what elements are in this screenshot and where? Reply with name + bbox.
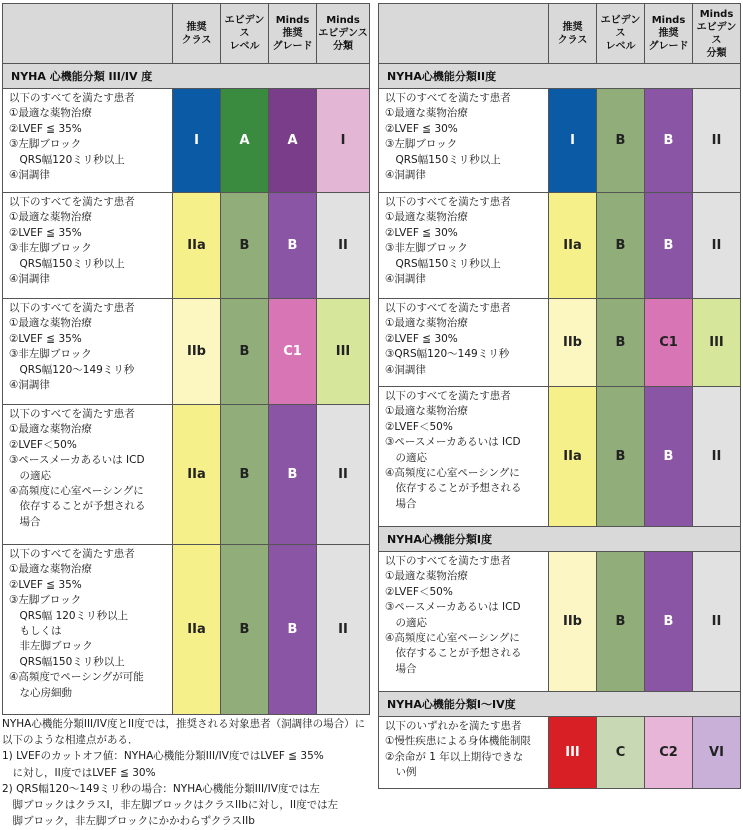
patient-criteria: 以下のすべてを満たす患者 ①最適な薬物治療 ②LVEF ≦ 30% ③非左脚ブロック QRS幅150ミリ秒以上 ④洞調律 [379,193,549,299]
minds-grade: B [269,545,317,715]
evidence-level: C [597,717,645,789]
table-row [3,405,370,545]
minds-grade: B [645,387,693,527]
minds-grade: B [645,193,693,299]
recommendation-class: IIa [173,405,221,545]
table-row [379,717,741,789]
section-title-nyha-2: NYHA心機能分類II度 [379,64,741,89]
right-table [378,3,741,789]
recommendation-class: IIb [549,299,597,387]
section-title-nyha-1-4: NYHA心機能分類I～IV度 [379,692,741,717]
minds-evidence: II [317,193,370,299]
patient-criteria: 以下のすべてを満たす患者 ①最適な薬物治療 ②LVEF ≦ 30% ③左脚ブロック QRS幅150ミリ秒以上 ④洞調律 [379,89,549,193]
minds-grade: B [645,552,693,692]
minds-grade: A [269,89,317,193]
evidence-level: B [597,193,645,299]
recommendation-class: IIa [549,387,597,527]
patient-criteria: 以下のすべてを満たす患者 ①最適な薬物治療 ②LVEF ≦ 35% ③左脚ブロック QRS幅120ミリ秒以上 ④洞調律 [3,89,173,193]
recommendation-class: IIa [173,193,221,299]
patient-criteria: 以下のすべてを満たす患者 ①最適な薬物治療 ②LVEF ≦ 35% ③非左脚ブロック QRS幅120～149ミリ秒 ④洞調律 [3,299,173,405]
recommendation-class: III [549,717,597,789]
patient-criteria: 以下のすべてを満たす患者 ①最適な薬物治療 ②LVEF＜50% ③ペースメーカあるいは ICD の適応 ④高頻度に心室ペーシングに 依存することが予想される 場合 [379,387,549,527]
recommendation-class: IIa [173,545,221,715]
header-class: 推奨 クラス [173,4,221,64]
recommendation-class: I [549,89,597,193]
table-row [379,387,741,527]
evidence-level: B [221,405,269,545]
evidence-level: B [221,299,269,405]
table-row [379,299,741,387]
header-evidence-level: エビデンス レベル [597,4,645,64]
minds-evidence: II [693,387,741,527]
minds-evidence: II [693,552,741,692]
section-title-nyha-1: NYHA心機能分類I度 [379,527,741,552]
evidence-level: B [221,193,269,299]
header-evidence-level: エビデンス レベル [221,4,269,64]
minds-grade: C1 [269,299,317,405]
header-minds-grade: Minds 推奨 グレード [269,4,317,64]
recommendation-class: IIb [173,299,221,405]
minds-grade: B [269,405,317,545]
header-minds-evidence: Minds エビデンス 分類 [693,4,741,64]
patient-criteria: 以下のすべてを満たす患者 ①最適な薬物治療 ②LVEF ≦ 35% ③非左脚ブロック QRS幅150ミリ秒以上 ④洞調律 [3,193,173,299]
evidence-level: B [597,299,645,387]
minds-evidence: VI [693,717,741,789]
table-row [3,193,370,299]
minds-evidence: III [317,299,370,405]
section-title-nyha-3-4: NYHA 心機能分類 III/IV 度 [3,64,370,89]
header-minds-evidence: Minds エビデンス 分類 [317,4,370,64]
evidence-level: A [221,89,269,193]
header-minds-grade: Minds 推奨 グレード [645,4,693,64]
table-row [3,299,370,405]
minds-grade: C1 [645,299,693,387]
minds-evidence: III [693,299,741,387]
header-blank [3,4,173,64]
minds-evidence: II [693,193,741,299]
patient-criteria: 以下のいずれかを満たす患者 ①慢性疾患による身体機能制限 ②余命が 1 年以上期待できな い例 [379,717,549,789]
recommendation-class: I [173,89,221,193]
evidence-level: B [221,545,269,715]
patient-criteria: 以下のすべてを満たす患者 ①最適な薬物治療 ②LVEF＜50% ③ペースメーカあるいは ICD の適応 ④高頻度に心室ペーシングに 依存することが予想される 場合 [379,552,549,692]
footnote: NYHA心機能分類III/IV度とII度では，推奨される対象患者（洞調律の場合）に以下のような相違点がある． 1) LVEFのカットオフ値：NYHA心機能分類III/IV度ではLVEF ≦ 35% に対し，II度ではLVEF ≦ 30% 2) QRS幅120～149ミリ秒の場合：NYHA心機能分類III/IV度では左 脚ブロックはクラスI，非左脚ブロックはクラスIIbに対し，II度では左 脚ブロック，非左脚ブロックにかかわらずクラスIIb [2,718,366,828]
patient-criteria: 以下のすべてを満たす患者 ①最適な薬物治療 ②LVEF ≦ 30% ③QRS幅120～149ミリ秒 ④洞調律 [379,299,549,387]
minds-evidence: II [317,545,370,715]
minds-evidence: II [693,89,741,193]
table-row [379,552,741,692]
left-table [2,3,370,715]
recommendation-class: IIb [549,552,597,692]
header-class: 推奨 クラス [549,4,597,64]
table-row [379,89,741,193]
minds-evidence: I [317,89,370,193]
evidence-level: B [597,552,645,692]
table-row [379,193,741,299]
minds-grade: C2 [645,717,693,789]
minds-evidence: II [317,405,370,545]
evidence-level: B [597,387,645,527]
evidence-level: B [597,89,645,193]
table-row [3,545,370,715]
header-blank [379,4,549,64]
minds-grade: B [645,89,693,193]
patient-criteria: 以下のすべてを満たす患者 ①最適な薬物治療 ②LVEF ≦ 35% ③左脚ブロック QRS幅 120ミリ秒以上 もしくは 非左脚ブロック QRS幅150ミリ秒以上 ④高頻度でペーシングが可能 な心房細動 [3,545,173,715]
minds-grade: B [269,193,317,299]
patient-criteria: 以下のすべてを満たす患者 ①最適な薬物治療 ②LVEF＜50% ③ペースメーカあるいは ICD の適応 ④高頻度に心室ペーシングに 依存することが予想される 場合 [3,405,173,545]
recommendation-class: IIa [549,193,597,299]
table-row [3,89,370,193]
